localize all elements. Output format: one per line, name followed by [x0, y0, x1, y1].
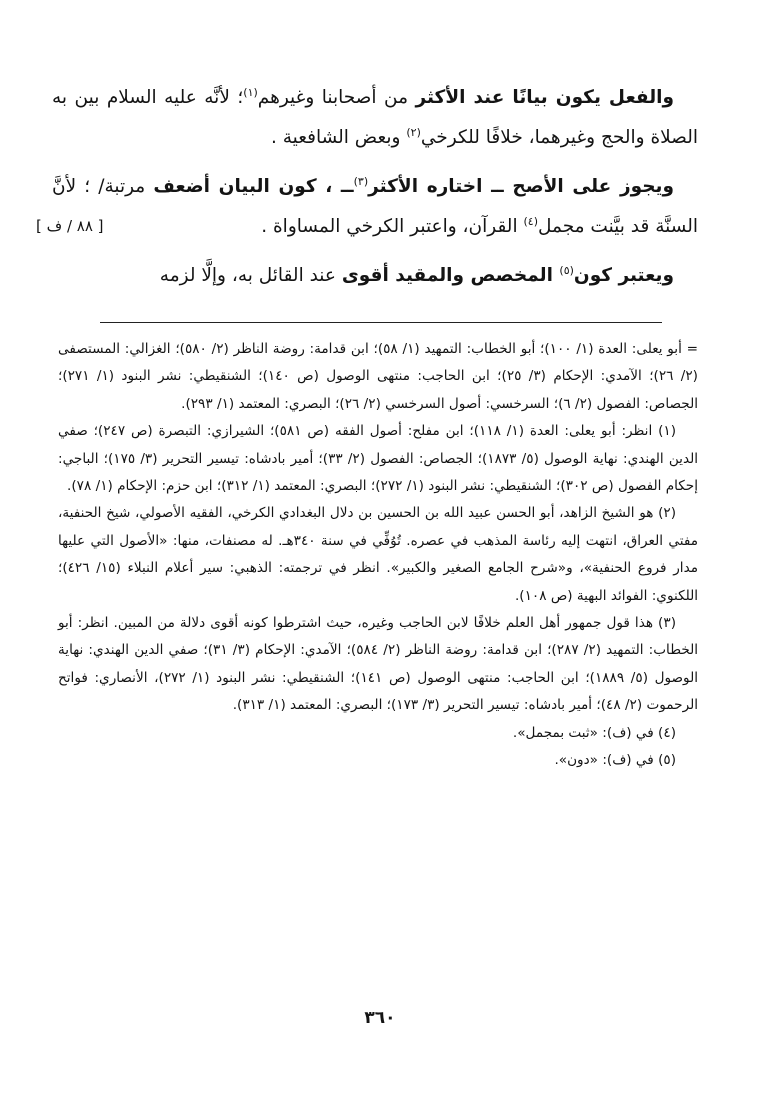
- main-paragraph-3-text-a: عند القائل به، وإلَّا لزمه: [159, 265, 342, 286]
- main-text: [52, 78, 698, 305]
- footnote-continuation: = أبو يعلى: العدة (١/ ١٠٠)؛ أبو الخطاب: التمهيد (١/ ٥٨)؛ ابن قدامة: روضة الناظر (٢/ ٥٨٠)؛ الغزالي: المستصفى (٢/ ٢٦)؛ الآمدي: الإحكام (٣/ ٢٥)؛ ابن الحاجب: منتهى الوصول (ص ١٤٠)؛ الشنقيطي: نشر البنود (١/ ٢٧١)؛ الجصاص: الفصول (٢/ ٦)؛ السرخسي: أصول السرخسي (٢/ ٢٦)؛ البصري: المعتمد (١/ ٢٩٣).: [58, 341, 699, 412]
- footnote-ref-5: (٥): [559, 263, 574, 277]
- main-paragraph-3: [52, 256, 698, 296]
- footnote-4: (٤) في (ف): «ثبت بمجمل».: [512, 724, 676, 741]
- footnote-separator: [100, 322, 662, 323]
- main-paragraph-2: [52, 167, 698, 247]
- main-paragraph-1-text-b: ؛ لأنَّه عليه السلام بين به الصلاة والحج وغيرهما، خلافًا للكرخي: [52, 87, 698, 148]
- main-paragraph-2-text-b: ــ ،: [316, 176, 354, 197]
- footnote-ref-4: (٤): [523, 214, 538, 228]
- page-number: ٣٦٠: [364, 1008, 396, 1028]
- main-paragraph-1-lead: والفعل يكون بيانًا عند الأكثر: [415, 87, 674, 108]
- main-paragraph-2-text-a: ــ اختاره الأكثر: [368, 176, 513, 197]
- main-paragraph-1-text-c: وبعض الشافعية .: [270, 127, 407, 148]
- manuscript-margin-reference: [ ٨٨ / ف ]: [36, 217, 104, 235]
- footnote-3: (٣) هذا قول جمهور أهل العلم خلافًا لابن الحاجب وغيره، حيث اشترطوا كونه أقوى دلالة من المبين. انظر: أبو الخطاب: التمهيد (٢/ ٢٨٧)؛ ابن قدامة: روضة الناظر (٢/ ٥٨٤)؛ الآمدي: الإحكام (٣/ ٣١)؛ صفي الدين الهندي: نهاية الوصول (٥/ ١٨٨٩)؛ ابن الحاجب: منتهى الوصول (ص ١٤١)؛ الشنقيطي: نشر البنود (١/ ٢٧٢)، الأنصاري: فواتح الرحموت (٢/ ٤٨)؛ أمير بادشاه: تيسير التحرير (٣/ ١٧٣)؛ البصري: المعتمد (١/ ٣١٣).: [58, 615, 699, 714]
- main-paragraph-3-lead-b: المخصص والمقيد أقوى: [341, 265, 560, 286]
- footnote-1: (١) انظر: أبو يعلى: العدة (١/ ١١٨)؛ ابن مفلح: أصول الفقه (ص ٥٨١)؛ الشيرازي: التبصرة (ص ٢٤٧)؛ صفي الدين الهندي: نهاية الوصول (٥/ ١٨٧٣)؛ الجصاص: الفصول (٢/ ٣٣)؛ أمير بادشاه: تيسير التحرير (٣/ ١٧٥)؛ الباجي: إحكام الفصول (ص ٣٠٢)؛ الشنقيطي: نشر البنود (١/ ٢٧٢)؛ البصري: المعتمد (١/ ٣١٢)؛ ابن حزم: الإحكام (١/ ٧٨).: [58, 423, 698, 495]
- main-paragraph-1-text-a: من أصحابنا وغيرهم: [257, 87, 416, 108]
- footnote-5: (٥) في (ف): «دون».: [554, 752, 676, 769]
- footnote-ref-1: (١): [243, 85, 258, 99]
- footnote-2: (٢) هو الشيخ الزاهد، أبو الحسن عبيد الله بن الحسين بن دلال البغدادي الكرخي، الفقيه الأصولي، شيخ الحنفية، مفتي العراق، انتهت إليه رئاسة المذهب في عصره. تُوُفِّي في سنة ٣٤٠هـ. له مصنفات، منها: «الأصول التي عليها مدار فروع الحنفية»، و«شرح الجامع الصغير والكبير». انظر في ترجمته: الذهبي: سير أعلام النبلاء (١٥/ ٤٢٦)؛ اللكنوي: الفوائد البهية (ص ١٠٨).: [58, 505, 699, 604]
- main-paragraph-2-text-c: مرتبة/ ؛ لأنَّ السنَّة قد بيَّنت مجمل: [52, 176, 698, 237]
- footnotes: [58, 336, 698, 775]
- footnote-ref-2: (٢): [406, 125, 421, 139]
- main-paragraph-2-lead: ويجوز على الأصح: [512, 176, 674, 197]
- main-paragraph-2-lead-b: كون البيان أضعف: [153, 176, 317, 197]
- footnote-ref-3: (٣): [353, 174, 369, 188]
- main-paragraph-3-lead: ويعتبر كون: [573, 265, 674, 286]
- main-paragraph-2-text-d: القرآن، واعتبر الكرخي المساواة .: [261, 216, 524, 237]
- main-paragraph-1: [52, 78, 698, 158]
